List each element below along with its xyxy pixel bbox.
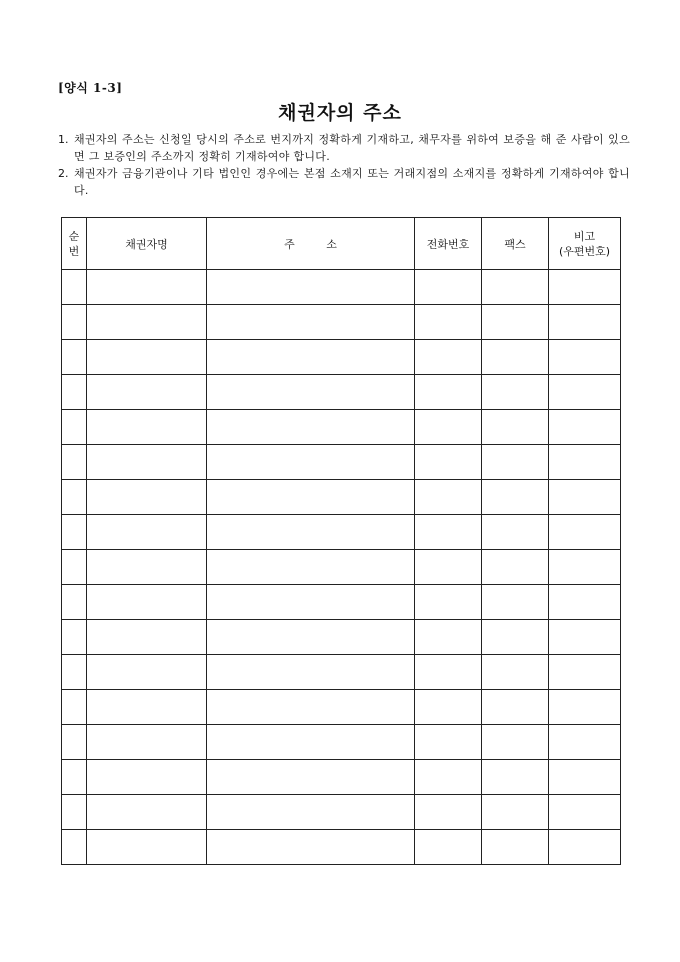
table-row [62, 445, 621, 480]
cell-remarks[interactable] [549, 585, 621, 620]
cell-seq[interactable] [62, 340, 87, 375]
cell-remarks[interactable] [549, 655, 621, 690]
table-row [62, 830, 621, 865]
cell-remarks[interactable] [549, 795, 621, 830]
cell-remarks[interactable] [549, 410, 621, 445]
cell-address[interactable] [207, 690, 415, 725]
cell-phone[interactable] [415, 620, 482, 655]
cell-address[interactable] [207, 830, 415, 865]
cell-fax[interactable] [482, 795, 549, 830]
cell-address[interactable] [207, 445, 415, 480]
header-address: 주 소 [207, 218, 415, 270]
cell-remarks[interactable] [549, 550, 621, 585]
table-body [62, 270, 621, 865]
cell-seq[interactable] [62, 515, 87, 550]
cell-creditor-name[interactable] [87, 270, 207, 305]
cell-seq[interactable] [62, 480, 87, 515]
cell-seq[interactable] [62, 655, 87, 690]
cell-seq[interactable] [62, 550, 87, 585]
cell-seq[interactable] [62, 410, 87, 445]
header-fax: 팩스 [482, 218, 549, 270]
cell-seq[interactable] [62, 585, 87, 620]
cell-address[interactable] [207, 550, 415, 585]
cell-creditor-name[interactable] [87, 585, 207, 620]
cell-remarks[interactable] [549, 830, 621, 865]
cell-fax[interactable] [482, 585, 549, 620]
table-row [62, 725, 621, 760]
cell-address[interactable] [207, 410, 415, 445]
cell-phone[interactable] [415, 550, 482, 585]
cell-creditor-name[interactable] [87, 725, 207, 760]
cell-fax[interactable] [482, 340, 549, 375]
cell-phone[interactable] [415, 410, 482, 445]
table-row [62, 655, 621, 690]
cell-remarks[interactable] [549, 480, 621, 515]
cell-creditor-name[interactable] [87, 375, 207, 410]
creditor-address-table [61, 217, 621, 865]
header-creditor-name: 채권자명 [87, 218, 207, 270]
cell-address[interactable] [207, 620, 415, 655]
cell-remarks[interactable] [549, 340, 621, 375]
cell-creditor-name[interactable] [87, 550, 207, 585]
table-row [62, 585, 621, 620]
cell-phone[interactable] [415, 445, 482, 480]
cell-remarks[interactable] [549, 620, 621, 655]
cell-phone[interactable] [415, 340, 482, 375]
cell-fax[interactable] [482, 550, 549, 585]
cell-remarks[interactable] [549, 515, 621, 550]
cell-fax[interactable] [482, 760, 549, 795]
cell-remarks[interactable] [549, 305, 621, 340]
table-row [62, 620, 621, 655]
form-number-label: [양식 1-3] [58, 81, 123, 95]
cell-address[interactable] [207, 655, 415, 690]
cell-phone[interactable] [415, 655, 482, 690]
cell-creditor-name[interactable] [87, 480, 207, 515]
cell-seq[interactable] [62, 830, 87, 865]
table-header-row [62, 218, 621, 270]
cell-remarks[interactable] [549, 760, 621, 795]
table-row [62, 480, 621, 515]
cell-fax[interactable] [482, 445, 549, 480]
table-row [62, 270, 621, 305]
cell-creditor-name[interactable] [87, 340, 207, 375]
cell-creditor-name[interactable] [87, 515, 207, 550]
header-seq [62, 218, 87, 270]
cell-address[interactable] [207, 515, 415, 550]
cell-remarks[interactable] [549, 445, 621, 480]
cell-address[interactable] [207, 480, 415, 515]
cell-address[interactable] [207, 270, 415, 305]
header-remarks-line1: 비고 [573, 229, 596, 243]
cell-address[interactable] [207, 585, 415, 620]
cell-fax[interactable] [482, 305, 549, 340]
header-phone: 전화번호 [415, 218, 482, 270]
cell-creditor-name[interactable] [87, 305, 207, 340]
cell-phone[interactable] [415, 760, 482, 795]
header-seq-line2: 번 [68, 244, 80, 258]
cell-seq[interactable] [62, 375, 87, 410]
instruction-item [58, 131, 630, 165]
cell-fax[interactable] [482, 690, 549, 725]
cell-seq[interactable] [62, 620, 87, 655]
instruction-text: 채권자의 주소는 신청일 당시의 주소로 번지까지 정확하게 기재하고, 채무자를 위하여 보증을 해 준 사람이 있으면 그 보증인의 주소까지 정확히 기재하여야 합니다. [74, 133, 630, 163]
cell-creditor-name[interactable] [87, 445, 207, 480]
table-row [62, 760, 621, 795]
cell-phone[interactable] [415, 270, 482, 305]
cell-seq[interactable] [62, 690, 87, 725]
cell-address[interactable] [207, 795, 415, 830]
cell-remarks[interactable] [549, 375, 621, 410]
cell-creditor-name[interactable] [87, 655, 207, 690]
cell-fax[interactable] [482, 655, 549, 690]
cell-fax[interactable] [482, 515, 549, 550]
table-row [62, 375, 621, 410]
cell-phone[interactable] [415, 690, 482, 725]
cell-phone[interactable] [415, 725, 482, 760]
cell-address[interactable] [207, 725, 415, 760]
cell-seq[interactable] [62, 305, 87, 340]
cell-seq[interactable] [62, 270, 87, 305]
cell-seq[interactable] [62, 725, 87, 760]
table-row [62, 550, 621, 585]
cell-seq[interactable] [62, 445, 87, 480]
cell-remarks[interactable] [549, 725, 621, 760]
table-row [62, 515, 621, 550]
cell-creditor-name[interactable] [87, 690, 207, 725]
table-row [62, 305, 621, 340]
cell-fax[interactable] [482, 620, 549, 655]
cell-fax[interactable] [482, 480, 549, 515]
cell-phone[interactable] [415, 305, 482, 340]
instruction-item [58, 165, 630, 199]
instructions-list [58, 131, 630, 199]
cell-phone[interactable] [415, 830, 482, 865]
cell-fax[interactable] [482, 270, 549, 305]
cell-creditor-name[interactable] [87, 795, 207, 830]
cell-remarks[interactable] [549, 690, 621, 725]
table-row [62, 340, 621, 375]
cell-fax[interactable] [482, 375, 549, 410]
cell-creditor-name[interactable] [87, 620, 207, 655]
cell-phone[interactable] [415, 795, 482, 830]
cell-phone[interactable] [415, 375, 482, 410]
cell-creditor-name[interactable] [87, 760, 207, 795]
cell-phone[interactable] [415, 515, 482, 550]
cell-fax[interactable] [482, 725, 549, 760]
cell-address[interactable] [207, 305, 415, 340]
cell-fax[interactable] [482, 410, 549, 445]
cell-seq[interactable] [62, 760, 87, 795]
cell-phone[interactable] [415, 480, 482, 515]
header-seq-line1: 순 [68, 229, 80, 243]
cell-phone[interactable] [415, 585, 482, 620]
header-remarks-line2: (우편번호) [558, 244, 611, 258]
table-row [62, 795, 621, 830]
instruction-text: 채권자가 금융기관이나 기타 법인인 경우에는 본점 소재지 또는 거래지점의 소재지를 정확하게 기재하여야 합니다. [74, 167, 630, 197]
cell-address[interactable] [207, 375, 415, 410]
cell-seq[interactable] [62, 795, 87, 830]
document-title: 채권자의 주소 [278, 102, 402, 124]
cell-creditor-name[interactable] [87, 830, 207, 865]
instruction-number: 2. [58, 167, 69, 180]
cell-fax[interactable] [482, 830, 549, 865]
cell-remarks[interactable] [549, 270, 621, 305]
header-remarks [549, 218, 621, 270]
cell-address[interactable] [207, 760, 415, 795]
table-row [62, 690, 621, 725]
cell-creditor-name[interactable] [87, 410, 207, 445]
cell-address[interactable] [207, 340, 415, 375]
instruction-number: 1. [58, 133, 69, 146]
table-row [62, 410, 621, 445]
